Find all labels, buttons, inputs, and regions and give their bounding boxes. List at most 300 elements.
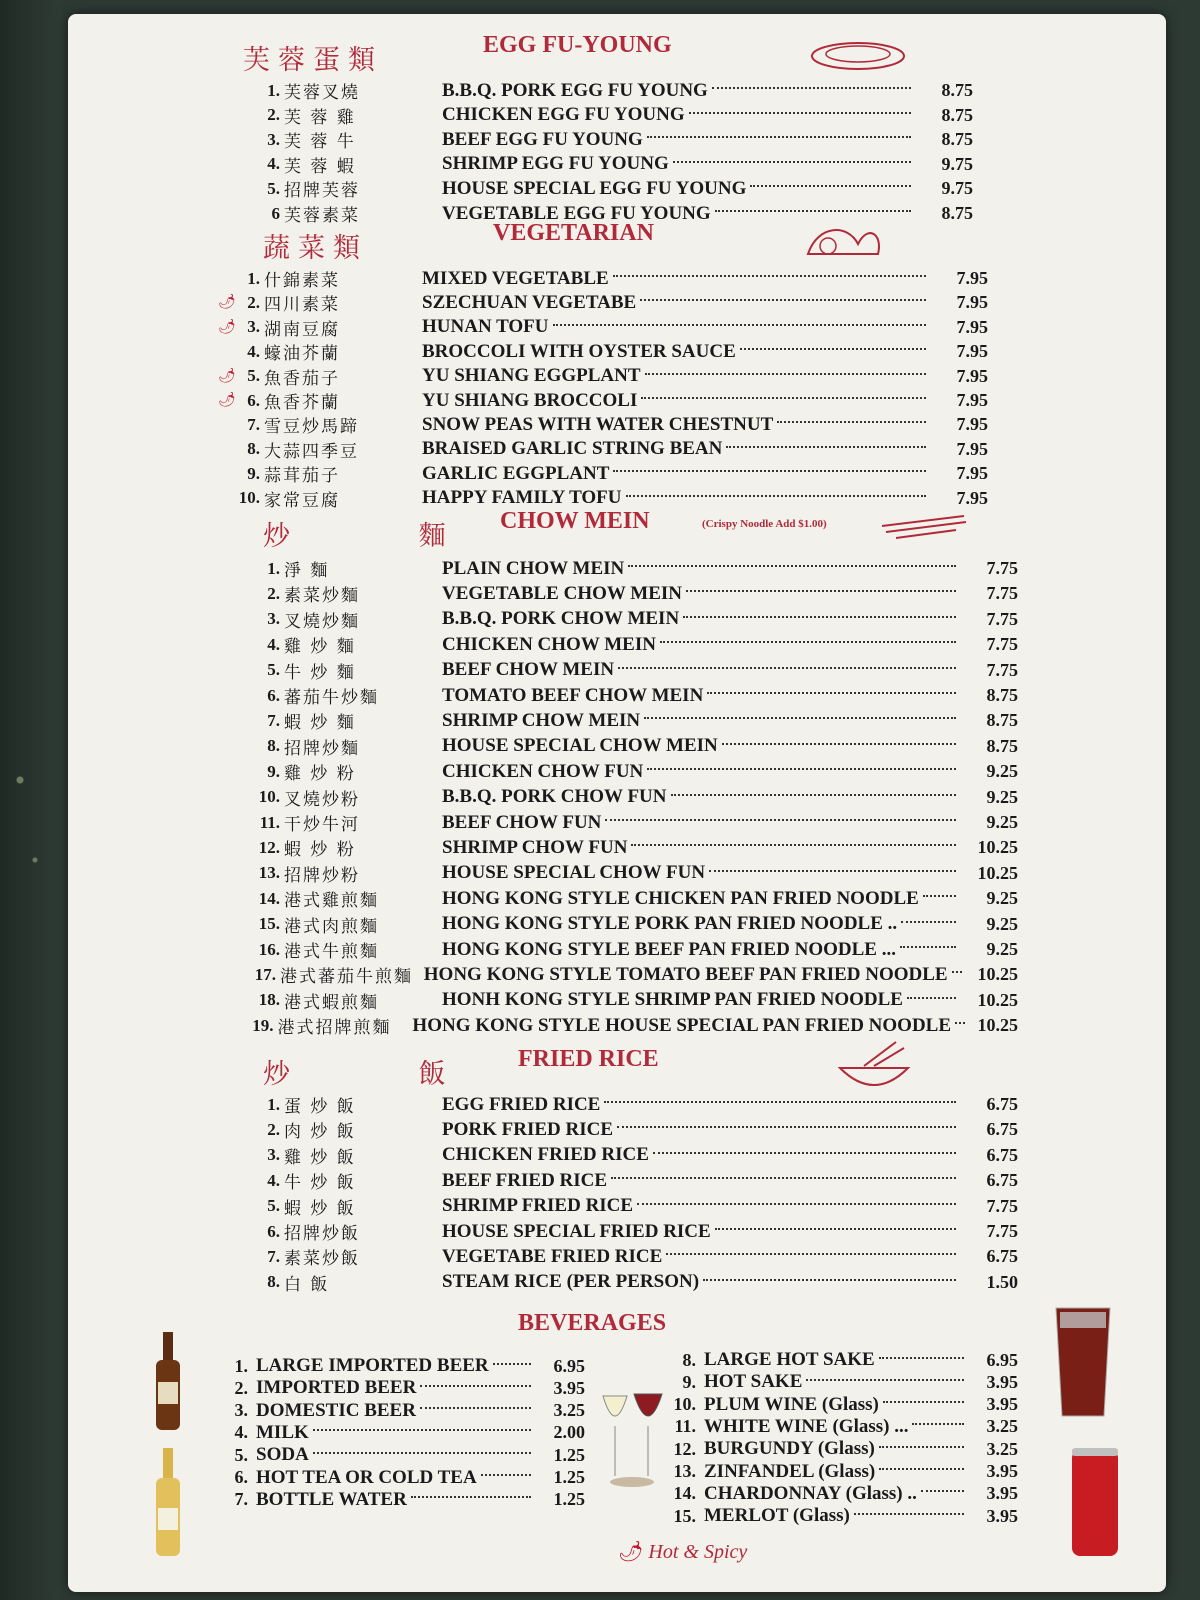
item-chinese-name: 芙 蓉 雞 (284, 107, 356, 128)
dot-leader (879, 1357, 964, 1359)
section-en-title: EGG FU-YOUNG (483, 32, 672, 58)
item-name: CHICKEN EGG FU YOUNG (442, 104, 685, 126)
wine-glasses-icon (598, 1386, 668, 1496)
item-chinese-name: 芙 蓉 牛 (284, 132, 356, 153)
item-name: SHRIMP FRIED RICE (442, 1195, 634, 1217)
item-chinese-name: 芙 蓉 蝦 (284, 156, 356, 177)
item-number: 4. (267, 1170, 280, 1190)
menu-item-row (238, 632, 1018, 657)
section-en-title: CHOW MEIN (500, 508, 650, 534)
item-price: 8.75 (986, 685, 1018, 705)
menu-item-row (238, 785, 1018, 810)
dot-leader (645, 373, 926, 375)
item-number: 2. (267, 105, 280, 125)
item-number: 6. (267, 685, 280, 705)
item-name: B.B.Q. PORK EGG FU YOUNG (442, 79, 708, 101)
item-number: 12. (258, 837, 280, 857)
dot-leader (604, 1101, 956, 1103)
menu-item-row (238, 835, 1018, 860)
item-number: 5. (247, 366, 260, 386)
item-chinese-name: 港式雞煎麵 (284, 891, 379, 912)
beverage-name: MILK (256, 1421, 309, 1443)
dot-leader (715, 210, 911, 212)
item-chinese-name: 招牌芙蓉 (284, 181, 360, 202)
item-number: 1. (267, 80, 280, 100)
menu-item-row (238, 708, 1018, 733)
item-name: VEGETABLE EGG FU YOUNG (442, 202, 711, 224)
menu-item-row (238, 581, 1018, 606)
item-price: 7.95 (956, 292, 988, 313)
dot-leader (707, 692, 956, 694)
beverage-number: 9. (682, 1371, 696, 1392)
item-name: HONG KONG STYLE HOUSE SPECIAL PAN FRIED NOODLE (412, 1014, 952, 1036)
menu-item-row (238, 607, 1018, 632)
menu-item-row (238, 734, 1018, 759)
menu-item-row (238, 556, 1018, 581)
item-price: 1.50 (986, 1271, 1018, 1292)
beverages-title: BEVERAGES (518, 1310, 667, 1336)
beverage-price: 1.25 (553, 1444, 585, 1465)
chili-pepper-icon: 🌶 (218, 368, 236, 384)
item-chinese-name: 什錦素菜 (264, 271, 340, 291)
dot-leader (726, 446, 926, 448)
item-chinese-name: 蒜茸茄子 (264, 466, 340, 487)
menu-item-row (218, 266, 988, 291)
beverage-name: LARGE HOT SAKE (704, 1349, 875, 1370)
dot-leader (644, 717, 956, 719)
item-chinese-name: 叉燒炒麵 (284, 611, 360, 632)
item-name: SHRIMP EGG FU YOUNG (442, 153, 669, 175)
beverage-price: 1.25 (553, 1489, 585, 1510)
item-name: HONG KONG STYLE TOMATO BEEF PAN FRIED NOODLE (423, 963, 948, 985)
dot-leader (923, 895, 956, 897)
chili-pepper-icon: 🌶 (618, 1541, 644, 1563)
item-number: 3. (267, 129, 280, 149)
item-chinese-name: 雞 炒 飯 (284, 1147, 356, 1168)
item-name: HONG KONG STYLE PORK PAN FRIED NOODLE .. (442, 913, 898, 935)
beverage-name: MERLOT (Glass) (704, 1505, 850, 1527)
dot-leader (722, 743, 956, 745)
beverage-name: HOT TEA OR COLD TEA (256, 1466, 477, 1488)
beverage-price: 3.25 (986, 1416, 1018, 1437)
beverage-price: 3.95 (986, 1394, 1018, 1415)
section-zh-title: 炒 麵 (263, 521, 506, 552)
beverage-number: 14. (673, 1483, 696, 1504)
menu-item-row (238, 886, 1018, 911)
item-chinese-name: 素菜炒麵 (284, 586, 360, 607)
beverage-number: 4. (234, 1422, 248, 1443)
dot-leader (611, 1177, 956, 1179)
item-name: CHICKEN FRIED RICE (442, 1144, 649, 1166)
menu-item-row (218, 364, 988, 389)
item-chinese-name: 魚香芥蘭 (264, 393, 340, 413)
item-chinese-name: 大蒜四季豆 (264, 441, 359, 462)
beverage-row (220, 1400, 585, 1422)
item-number: 11. (259, 812, 280, 832)
menu-item-row (238, 78, 973, 103)
menu-item-row (238, 1219, 1018, 1244)
dot-leader (686, 590, 956, 592)
item-name: EGG FRIED RICE (442, 1093, 601, 1115)
menu-item-row (238, 937, 1018, 962)
beverage-number: 2. (234, 1377, 248, 1398)
item-price: 8.75 (986, 735, 1018, 756)
beverage-row (668, 1371, 1018, 1393)
item-name: SZECHUAN VEGETABE (422, 291, 637, 313)
beverage-number: 13. (673, 1461, 696, 1481)
item-chinese-name: 干炒牛河 (284, 815, 360, 835)
item-number: 2. (267, 1119, 280, 1139)
table-background (0, 0, 60, 1600)
item-price: 9.25 (986, 761, 1018, 782)
item-price: 9.25 (986, 913, 1018, 934)
menu-item-row (238, 201, 973, 226)
item-number: 17. (254, 964, 276, 984)
dot-leader (553, 324, 926, 326)
item-number: 5. (267, 660, 280, 680)
item-number: 4. (267, 634, 280, 654)
section-zh-title: 炒 飯 (263, 1059, 506, 1090)
item-price: 9.25 (986, 786, 1018, 807)
item-number: 7. (247, 414, 260, 434)
dot-leader (689, 112, 911, 114)
item-name: SHRIMP CHOW MEIN (442, 709, 641, 731)
beverage-name: IMPORTED BEER (256, 1377, 417, 1399)
item-number: 8. (247, 439, 260, 459)
item-name: HUNAN TOFU (422, 316, 549, 338)
item-price: 6.75 (986, 1170, 1018, 1191)
item-name: HOUSE SPECIAL CHOW MEIN (442, 735, 718, 757)
chili-pepper-icon: 🌶 (218, 319, 236, 335)
item-chinese-name: 芙蓉素菜 (284, 206, 360, 226)
beverage-price: 3.95 (986, 1461, 1018, 1481)
dot-leader (647, 136, 911, 138)
dot-leader (715, 1228, 956, 1230)
item-name: BROCCOLI WITH OYSTER SAUCE (422, 340, 736, 362)
item-name: YU SHIANG BROCCOLI (422, 389, 638, 411)
beer-bottle-icon (150, 1332, 186, 1432)
beverage-price: 6.95 (986, 1349, 1018, 1370)
dot-leader (883, 1401, 964, 1403)
item-number: 3. (267, 609, 280, 629)
item-price: 7.95 (956, 414, 988, 435)
item-chinese-name: 雪豆炒馬蹄 (264, 417, 359, 438)
menu-item-row (238, 1092, 1018, 1117)
beverage-name: ZINFANDEL (Glass) (704, 1460, 876, 1482)
menu-item-row (238, 1194, 1018, 1219)
beverage-name: WHITE WINE (Glass) ... (704, 1415, 909, 1437)
item-chinese-name: 白 飯 (284, 1274, 330, 1295)
item-number: 15. (258, 914, 280, 934)
beverage-number: 8. (682, 1349, 696, 1370)
beverage-row (668, 1505, 1018, 1527)
item-chinese-name: 叉燒炒粉 (284, 789, 360, 810)
dot-leader (420, 1407, 531, 1409)
legend (618, 1539, 747, 1564)
item-price: 9.25 (986, 888, 1018, 909)
beverage-row (220, 1489, 585, 1511)
dot-leader (921, 1490, 964, 1492)
beverage-row (668, 1483, 1018, 1505)
item-number: 7. (267, 1246, 280, 1266)
dot-leader (313, 1429, 531, 1431)
dot-leader (628, 565, 956, 567)
beverage-price: 1.25 (553, 1467, 585, 1487)
menu-item-row (238, 1168, 1018, 1193)
item-price: 9.75 (941, 178, 973, 199)
menu-item-row (238, 861, 1018, 886)
item-number: 6. (267, 1221, 280, 1241)
item-chinese-name: 牛 炒 麵 (284, 662, 356, 683)
item-chinese-name: 牛 炒 飯 (284, 1173, 356, 1194)
item-price: 7.95 (956, 316, 988, 337)
menu-item-row (218, 315, 988, 340)
item-price: 10.25 (977, 837, 1018, 858)
corona-bottle-icon (150, 1448, 186, 1558)
item-price: 8.75 (941, 129, 973, 150)
item-price: 10.25 (977, 1015, 1018, 1036)
legend-text: Hot & Spicy (648, 1541, 748, 1563)
beverage-name: HOT SAKE (704, 1371, 803, 1393)
dot-leader (683, 616, 956, 618)
beverage-row (668, 1394, 1018, 1416)
item-price: 7.75 (986, 1195, 1018, 1216)
item-price: 7.75 (986, 583, 1018, 604)
dot-leader (900, 946, 956, 948)
dot-leader (631, 844, 956, 846)
menu-item-row (218, 437, 988, 462)
menu-item-row (238, 988, 1018, 1013)
item-chinese-name: 蠔油芥蘭 (264, 344, 340, 365)
item-name: HONH KONG STYLE SHRIMP PAN FRIED NOODLE (442, 989, 903, 1011)
item-chinese-name: 港式牛煎麵 (284, 942, 379, 962)
item-price: 7.95 (956, 268, 988, 288)
beverage-name: LARGE IMPORTED BEER (256, 1355, 489, 1376)
dot-leader (912, 1423, 964, 1425)
item-price: 6.75 (986, 1144, 1018, 1165)
dot-leader (653, 1152, 956, 1154)
menu-item-row (238, 1244, 1018, 1269)
dot-leader (637, 1203, 956, 1205)
dot-leader (712, 87, 911, 89)
beverage-name: CHARDONNAY (Glass) .. (704, 1482, 917, 1504)
item-price: 7.75 (986, 634, 1018, 655)
section-en-title: VEGETARIAN (493, 220, 654, 246)
dot-leader (613, 275, 926, 277)
menu-item-row (218, 461, 988, 486)
dot-leader (750, 185, 911, 187)
beverage-row (220, 1377, 585, 1399)
item-price: 10.25 (977, 964, 1019, 985)
dot-leader (709, 870, 956, 872)
item-name: BEEF CHOW MEIN (442, 659, 615, 681)
item-chinese-name: 魚香茄子 (264, 368, 340, 389)
item-price: 7.95 (956, 463, 988, 484)
beverage-price: 3.25 (553, 1400, 585, 1421)
dot-leader (673, 161, 911, 163)
dot-leader (666, 1253, 956, 1255)
menu-item-row (238, 103, 973, 128)
item-number: 8. (267, 1272, 280, 1292)
menu-item-row (238, 683, 1018, 708)
item-price: 6.75 (986, 1119, 1018, 1140)
item-price: 7.75 (986, 608, 1018, 629)
dot-leader (618, 667, 956, 669)
item-chinese-name: 蝦 炒 飯 (284, 1198, 356, 1219)
item-number: 3. (267, 1145, 280, 1165)
item-chinese-name: 雞 炒 麵 (284, 637, 356, 658)
crispy-noodle-note: (Crispy Noodle Add $1.00) (702, 518, 827, 530)
item-number: 5. (267, 178, 280, 198)
menu-item-row (218, 290, 988, 315)
section-en-title: FRIED RICE (518, 1046, 659, 1072)
item-name: PORK FRIED RICE (442, 1118, 614, 1140)
dot-leader (955, 1022, 965, 1024)
item-number: 4. (267, 154, 280, 174)
item-chinese-name: 蝦 炒 粉 (284, 840, 356, 861)
item-number: 8. (267, 736, 280, 756)
item-price: 6.75 (986, 1094, 1018, 1114)
item-number: 10. (258, 787, 280, 807)
beverage-number: 3. (234, 1400, 248, 1421)
beverage-name: DOMESTIC BEER (256, 1399, 416, 1421)
item-name: HONG KONG STYLE CHICKEN PAN FRIED NOODLE (442, 887, 919, 909)
item-name: HOUSE SPECIAL EGG FU YOUNG (442, 177, 747, 199)
menu-item-row (238, 810, 1018, 835)
menu-item-row (238, 1117, 1018, 1142)
dot-leader (854, 1513, 964, 1515)
item-price: 7.95 (956, 487, 988, 508)
item-chinese-name: 招牌炒麵 (284, 738, 360, 759)
beverage-number: 6. (234, 1467, 248, 1487)
beverage-number: 11. (674, 1416, 696, 1437)
menu-page (68, 14, 1166, 1592)
rice-bowl-chopsticks-icon (834, 1038, 914, 1098)
dot-leader (420, 1385, 531, 1387)
dot-leader (626, 495, 926, 497)
beverage-number: 12. (673, 1438, 696, 1459)
item-price: 8.75 (941, 104, 973, 125)
beverage-price: 3.95 (986, 1505, 1018, 1526)
item-price: 7.75 (986, 558, 1018, 578)
beverage-price: 3.95 (986, 1483, 1018, 1504)
dot-leader (901, 921, 956, 923)
beverage-number: 1. (234, 1355, 248, 1376)
beverage-row (668, 1416, 1018, 1438)
item-price: 9.25 (986, 939, 1018, 959)
menu-item-row (238, 1270, 1018, 1295)
dot-leader (613, 470, 926, 472)
menu-item-row (238, 127, 973, 152)
item-number: 16. (258, 939, 280, 959)
dot-leader (481, 1474, 531, 1476)
menu-item-row (238, 1143, 1018, 1168)
item-name: SHRIMP CHOW FUN (442, 836, 628, 858)
item-chinese-name: 港式蝦煎麵 (284, 992, 379, 1013)
dot-leader (647, 768, 956, 770)
item-number: 2. (267, 583, 280, 603)
item-price: 7.95 (956, 438, 988, 459)
item-price: 7.95 (956, 341, 988, 362)
item-price: 6.75 (986, 1246, 1018, 1267)
item-name: TOMATO BEEF CHOW MEIN (442, 684, 704, 706)
item-number: 19. (252, 1015, 274, 1035)
item-chinese-name: 港式蕃茄牛煎麵 (279, 967, 413, 988)
dot-leader (605, 819, 956, 821)
dot-leader (777, 421, 926, 423)
menu-item-row (218, 339, 988, 364)
item-number: 18. (258, 990, 280, 1010)
item-price: 10.25 (977, 862, 1018, 883)
beverage-row (668, 1438, 1018, 1460)
item-number: 5. (267, 1196, 280, 1216)
beverage-price: 3.25 (986, 1438, 1018, 1459)
item-price: 8.75 (941, 203, 973, 223)
item-number: 1. (267, 558, 280, 578)
item-number: 4. (247, 341, 260, 361)
menu-item-row (218, 412, 988, 437)
item-chinese-name: 招牌炒飯 (284, 1224, 360, 1244)
beverage-name: SODA (256, 1444, 309, 1466)
item-chinese-name: 素菜炒飯 (284, 1249, 360, 1270)
item-name: GARLIC EGGPLANT (422, 462, 610, 484)
dot-leader (641, 397, 926, 399)
item-name: SNOW PEAS WITH WATER CHESTNUT (422, 413, 774, 435)
item-name: YU SHIANG EGGPLANT (422, 365, 641, 387)
item-number: 10. (238, 488, 260, 508)
beverage-name: BURGUNDY (Glass) (704, 1438, 875, 1460)
item-chinese-name: 蛋 炒 飯 (284, 1097, 356, 1117)
chili-pepper-icon: 🌶 (218, 393, 236, 408)
beverage-row (220, 1444, 585, 1466)
beverage-price: 3.95 (553, 1377, 585, 1398)
beverage-number: 10. (673, 1394, 696, 1415)
dot-leader (617, 1126, 956, 1128)
item-price: 8.75 (941, 80, 973, 100)
item-number: 14. (258, 888, 280, 908)
item-chinese-name: 四川素菜 (264, 295, 340, 316)
dot-leader (411, 1496, 531, 1498)
item-number: 3. (247, 317, 260, 337)
item-price: 7.75 (986, 1221, 1018, 1241)
menu-item-row (238, 962, 1018, 987)
item-price: 9.25 (986, 812, 1018, 832)
section-zh-title: 蔬菜類 (263, 233, 368, 264)
dot-leader (879, 1468, 964, 1470)
beverage-number: 15. (673, 1505, 696, 1526)
dot-leader (907, 997, 956, 999)
beverage-name: BOTTLE WATER (256, 1488, 407, 1510)
item-number: 1. (247, 268, 260, 288)
item-name: PLAIN CHOW MEIN (442, 557, 625, 579)
beverage-price: 6.95 (553, 1355, 585, 1376)
section-zh-title: 芙蓉蛋類 (243, 45, 383, 76)
item-number: 1. (267, 1094, 280, 1114)
menu-item-row (238, 759, 1018, 784)
item-number: 6. (247, 390, 260, 410)
item-number: 7. (267, 710, 280, 730)
item-name: B.B.Q. PORK CHOW MEIN (442, 608, 680, 630)
beverage-row (220, 1467, 585, 1489)
item-name: HONG KONG STYLE BEEF PAN FRIED NOODLE ... (442, 938, 896, 960)
dot-leader (660, 641, 956, 643)
beverage-name: PLUM WINE (Glass) (704, 1393, 879, 1415)
item-price: 7.75 (986, 659, 1018, 680)
item-chinese-name: 蕃茄牛炒麵 (284, 688, 379, 708)
item-chinese-name: 淨 麵 (284, 561, 330, 581)
item-number: 9. (247, 463, 260, 483)
item-name: STEAM RICE (PER PERSON) (442, 1271, 700, 1293)
